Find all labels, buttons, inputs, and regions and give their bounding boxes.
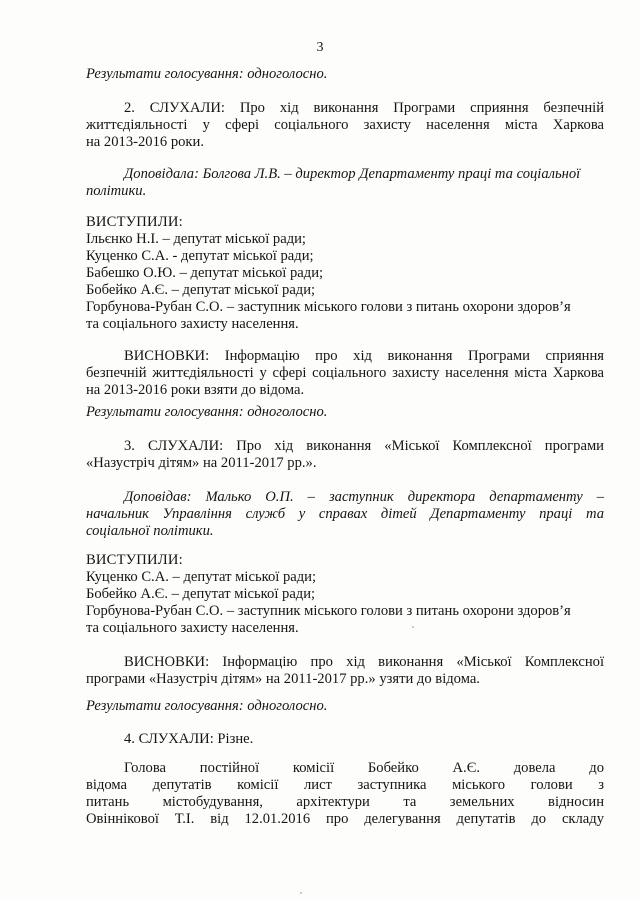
item2-conclusion-line3: на 2013-2016 роки взяти до відома. <box>86 382 305 398</box>
voting-result-1: Результати голосування: одноголосно. <box>86 66 328 82</box>
item2-heard-line1: 2. СЛУХАЛИ: Про хід виконання Програми сприяння безпечній <box>124 100 604 116</box>
item3-heard-line2: «Назустріч дітям» на 2011-2017 рр.». <box>86 455 317 471</box>
scan-speck <box>412 626 414 628</box>
item2-heard-line3: на 2013-2016 роки. <box>86 134 204 150</box>
item3-speaker-line1: Доповідав: Малько О.П. – заступник директора департаменту – <box>124 489 604 505</box>
spoke-b-item3: Горбунова-Рубан С.О. – заступник міського голови з питань охорони здоров’я <box>86 603 571 619</box>
item3-conclusion-line2: програми «Назустріч дітям» на 2011-2017 рр.» узяти до відома. <box>86 671 480 687</box>
item4-paragraph-line3: питань містобудування, архітектури та земельних відносин <box>86 794 604 810</box>
voting-result-2: Результати голосування: одноголосно. <box>86 404 328 420</box>
spoke-b-item4: та соціального захисту населення. <box>86 620 299 636</box>
spoke-heading-a: ВИСТУПИЛИ: <box>86 214 183 230</box>
item2-speaker-line2: політики. <box>86 183 147 199</box>
voting-result-3: Результати голосування: одноголосно. <box>86 698 328 714</box>
item3-speaker-line2: начальник Управління служб у справах дітей Департаменту праці та <box>86 506 604 522</box>
item3-heard-line1: 3. СЛУХАЛИ: Про хід виконання «Міської Комплексної програми <box>124 438 604 454</box>
item2-speaker-line1: Доповідала: Болгова Л.В. – директор Департаменту праці та соціальної <box>124 166 581 182</box>
scan-speck <box>300 892 302 894</box>
spoke-b-item2: Бобейко А.Є. – депутат міської ради; <box>86 586 316 602</box>
page-number: 3 <box>316 40 324 55</box>
spoke-a-item3: Бабешко О.Ю. – депутат міської ради; <box>86 265 324 281</box>
item2-conclusion-line1: ВИСНОВКИ: Інформацію про хід виконання Програми сприяння <box>124 348 604 364</box>
item4-paragraph-line4: Овіннікової Т.І. від 12.01.2016 про делегування депутатів до складу <box>86 811 604 827</box>
spoke-a-item1: Ільєнко Н.І. – депутат міської ради; <box>86 231 306 247</box>
spoke-a-item4: Бобейко А.Є. – депутат міської ради; <box>86 282 316 298</box>
spoke-b-item1: Куценко С.А. – депутат міської ради; <box>86 569 317 585</box>
spoke-a-item2: Куценко С.А. - депутат міської ради; <box>86 248 314 264</box>
item2-conclusion-line2: безпечній життєдіяльності у сфері соціального захисту населення міста Харкова <box>86 365 604 381</box>
spoke-a-item6: та соціального захисту населення. <box>86 316 299 332</box>
item4-paragraph-line1: Голова постійної комісії Бобейко А.Є. довела до <box>124 760 604 776</box>
item3-speaker-line3: соціальної політики. <box>86 523 214 539</box>
spoke-heading-b: ВИСТУПИЛИ: <box>86 552 183 568</box>
item2-heard-line2: життєдіяльності у сфері соціального захисту населення міста Харкова <box>86 117 604 133</box>
spoke-a-item5: Горбунова-Рубан С.О. – заступник міського голови з питань охорони здоров’я <box>86 299 571 315</box>
item3-conclusion-line1: ВИСНОВКИ: Інформацію про хід виконання «Міської Комплексної <box>124 654 604 670</box>
item4-heard: 4. СЛУХАЛИ: Різне. <box>124 731 254 747</box>
item4-paragraph-line2: відома депутатів комісії лист заступника міського голови з <box>86 777 604 793</box>
